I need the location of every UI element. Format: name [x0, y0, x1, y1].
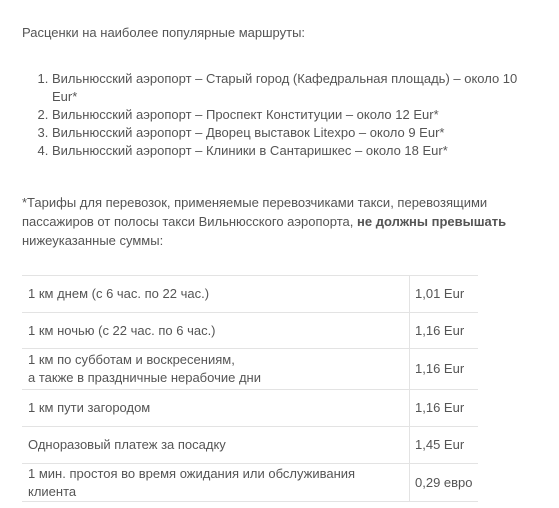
rate-label-line: а также в праздничные нерабочие дни [28, 370, 261, 385]
intro-text: Расценки на наиболее популярные маршруты: [22, 25, 306, 40]
route-item: 4. Вильнюсский аэропорт – Клиники в Сантаришкес – около 18 Eur* [52, 142, 532, 160]
table-row [22, 464, 478, 502]
rate-label-line: 1 км по субботам и воскресениям, [28, 352, 235, 367]
rate-label: 1 км ночью (с 22 час. по 6 час.) [22, 313, 410, 349]
rates-table [22, 275, 478, 502]
tariff-note-text: *Тарифы для перевозок, применяемые перевозчиками такси, перевозящими пассажиров от полосы такси Вильнюсского аэропорта, [22, 195, 488, 229]
table-row [22, 313, 478, 349]
rate-label: Одноразовый платеж за посадку [22, 427, 410, 464]
routes-list [22, 70, 532, 160]
route-item: 2. Вильнюсский аэропорт – Проспект Конституции – около 12 Eur* [52, 106, 532, 124]
rate-value: 1,01 Eur [410, 276, 479, 313]
table-row [22, 349, 478, 390]
table-row [22, 276, 478, 313]
rate-value: 1,16 Eur [410, 313, 479, 349]
rate-value: 0,29 евро [410, 464, 479, 502]
route-item: 1. Вильнюсский аэропорт – Старый город (Кафедральная площадь) – около 10 Eur* [52, 70, 532, 106]
tariff-note [22, 193, 532, 250]
rate-value: 1,45 Eur [410, 427, 479, 464]
tariff-note-emphasis: не должны превышать [357, 214, 507, 229]
rate-label: 1 мин. простоя во время ожидания или обслуживания клиента [22, 464, 410, 502]
table-row [22, 390, 478, 427]
rate-label: 1 км пути загородом [22, 390, 410, 427]
tariff-note-end: нижеуказанные суммы: [22, 233, 164, 248]
rate-value: 1,16 Eur [410, 349, 479, 390]
rate-label: 1 км днем (с 6 час. по 22 час.) [22, 276, 410, 313]
route-item: 3. Вильнюсский аэропорт – Дворец выставок Litexpo – около 9 Eur* [52, 124, 532, 142]
table-row [22, 427, 478, 464]
rate-label [22, 349, 410, 390]
rate-value: 1,16 Eur [410, 390, 479, 427]
